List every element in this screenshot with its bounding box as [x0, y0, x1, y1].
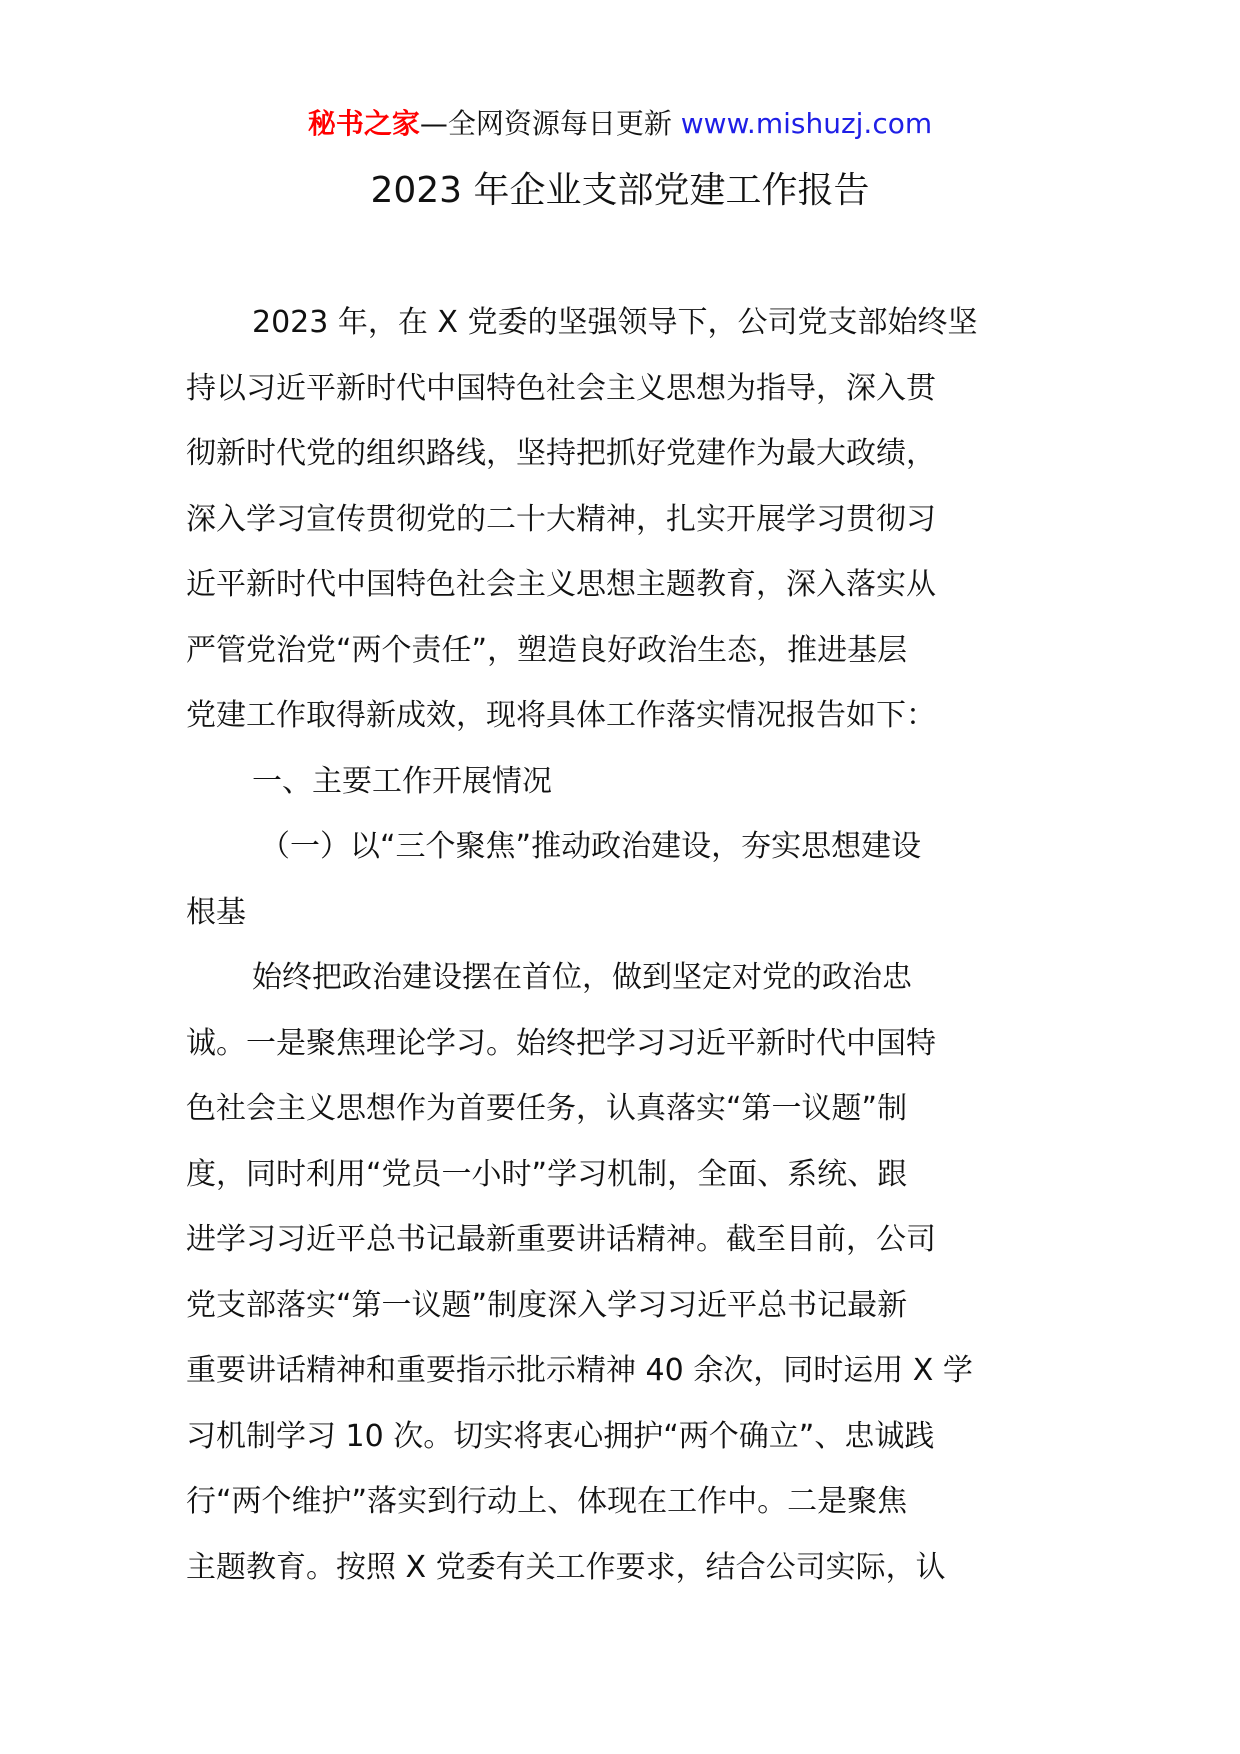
paragraph-line: 进学习习近平总书记最新重要讲话精神。截至目前，公司	[186, 1222, 936, 1257]
paragraph-line: 习机制学习 10 次。切实将衷心拥护“两个确立”、忠诚践	[186, 1418, 935, 1454]
paragraph-line: 诚。一是聚焦理论学习。始终把学习习近平新时代中国特	[186, 1025, 936, 1061]
site-header	[0, 104, 1240, 144]
paragraph-line: 色社会主义思想作为首要任务，认真落实“第一议题”制	[186, 1091, 908, 1126]
paragraph-line: 彻新时代党的组织路线，坚持把抓好党建作为最大政绩，	[186, 436, 936, 471]
paragraph-line: 重要讲话精神和重要指示批示精神 40 余次，同时运用 X 学	[186, 1353, 973, 1388]
site-url-link[interactable]: www.mishuzj.com	[680, 107, 933, 140]
document-title: 2023 年企业支部党建工作报告	[370, 170, 870, 211]
paragraph-line: 度，同时利用“党员一小时”学习机制，全面、系统、跟	[186, 1156, 908, 1192]
subsection-heading: （一）以“三个聚焦”推动政治建设，夯实思想建设	[260, 829, 922, 864]
paragraph-line: 持以习近平新时代中国特色社会主义思想为指导，深入贯	[186, 370, 936, 406]
paragraph-line: 2023 年，在 X 党委的坚强领导下，公司党支部始终坚	[252, 305, 978, 340]
paragraph-line: 严管党治党“两个责任”，塑造良好政治生态，推进基层	[186, 632, 908, 668]
subsection-heading-continued: 根基	[186, 894, 246, 930]
paragraph-line: 始终把政治建设摆在首位，做到坚定对党的政治忠	[252, 960, 912, 995]
brand-name: 秘书之家	[307, 107, 420, 140]
document-body	[186, 290, 1054, 1600]
paragraph-line: 党支部落实“第一议题”制度深入学习习近平总书记最新	[186, 1287, 908, 1323]
header-tagline: —全网资源每日更新	[419, 107, 681, 140]
section-heading: 一、主要工作开展情况	[252, 763, 552, 799]
paragraph-line: 党建工作取得新成效，现将具体工作落实情况报告如下：	[186, 698, 936, 733]
paragraph-line: 近平新时代中国特色社会主义思想主题教育，深入落实从	[186, 567, 936, 602]
paragraph-line: 主题教育。按照 X 党委有关工作要求，结合公司实际，认	[186, 1549, 946, 1585]
paragraph-line: 行“两个维护”落实到行动上、体现在工作中。二是聚焦	[186, 1484, 908, 1519]
paragraph-line: 深入学习宣传贯彻党的二十大精神，扎实开展学习贯彻习	[186, 501, 936, 537]
